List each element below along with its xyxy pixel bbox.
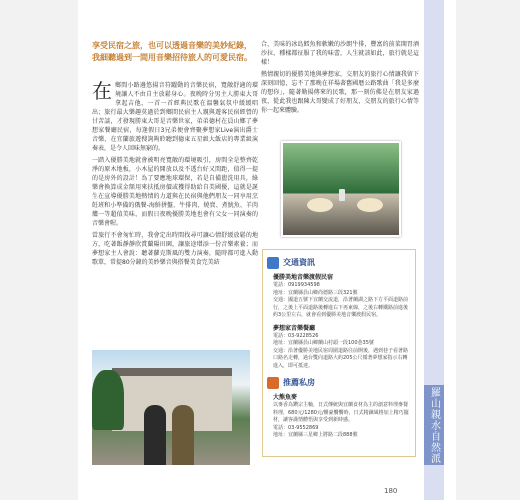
tree-shape <box>92 370 124 430</box>
person-left <box>144 405 166 465</box>
paragraph-3: 當旅行不會匆忙時，我會定出時間找尋可讓心情舒緩放鬆的地方，吃著飯靜靜欣賞蘭陽田園，讓旅途增添一份音樂素養；而夢想家主人會說：聽著蘿克斯風的雙力演奏，隨時都可進入動歌單，常提80分鐘的美妙樂音與搭餐美食完美結 <box>92 232 258 266</box>
transport-heading <box>267 256 415 269</box>
intro-lead: 享受民宿之旅，也可以透過音樂的美妙紀錄，我細聽過到一間用音樂招待旅人的可愛民宿。 <box>92 41 252 62</box>
owners-photo <box>92 350 250 465</box>
entry-food: 大熊魚麥 以麥香為鑽宗主軸，日式傳統與宜蘭食材為主的創意料理麥餐料理，680元/1280元/櫃豪饗饗時，日式精鍊風格加上精巧擺材，讓客滿情體悟與享受到新時感。 電話：03-9552869 地址：宜蘭縣三星鄉上將路二段888號 <box>273 394 409 438</box>
page-number: 180 <box>384 487 398 495</box>
plate-right <box>357 198 383 212</box>
left-column <box>92 81 258 270</box>
dining-photo <box>281 141 401 237</box>
side-tab-label: 羅山親水自然派 <box>424 385 444 465</box>
plate-left <box>307 198 333 212</box>
paragraph-4: 合，美味的冰島鱈魚和軟嫩的沙朗牛排，豐富的前菜開胃酒沙拉，種樣都征服了我的味蕾，人生就該如此，旅行就是這樣！ <box>261 41 419 66</box>
wine-glass <box>339 189 345 201</box>
food-title: 推薦私房 <box>283 377 315 387</box>
person-right <box>172 405 194 465</box>
paragraph-5: 熱情親切的優勝美地與夢想家，交朋友的旅行心情讓我留下深刻回憶，忘不了那晚在祥場著舊國曆公路歌曲「我是多麼的想你」，隨著勤揚傳來的民歌，那一刻仿佛是在朋友家過夜，從此我也跟陳大哥變成了好朋友，交朋友的旅行心情等你一起來體驗。 <box>261 71 419 114</box>
drop-cap: 在 <box>92 79 112 103</box>
transport-title: 交通資訊 <box>283 257 315 267</box>
bus-icon <box>267 257 279 269</box>
entry-minsu: 優勝美地音樂渡假民宿 電話：0919934598 地址：宜蘭縣員山鄉尚德路三段321號 交通：國道五號下宜蘭交流道，沿著蘭湖之路下方平面道路前行，之後上平面道路後轉進右下再東線，之後右轉鐵路前進後約3公里左右，就會看到優勝美地音樂渡假民宿。 <box>273 274 409 318</box>
paragraph-1: 鄉間小路邊悠揚音符躍動的音樂民宿，寬敞舒適的環境讓人不由自主放鬆身心。夜晚時分男主人勝東大哥拿起吉他，一首一首經典民歌在溫馨氣氛中緩緩唱出；旅行最大樂趣莫過於到鄉間民宿主人親與遊客民宿經營的甘苦談，才發現勝東大哥是音樂世家，弟弟德村在員山鄉了夢想家餐廳民宿，每逢假日3兄弟便會齊聚夢想家Live演出爵士音樂，在宜蘭旅遊搜詢夠聆聽到德東五星級大飯店的專業級演奏表，是令人回味無窮的。 <box>92 82 258 152</box>
food-heading <box>267 376 415 389</box>
right-column <box>261 40 419 118</box>
info-box <box>262 249 416 457</box>
entry-restaurant: 夢想家音樂餐廳 電話：03-9228526 地址：宜蘭縣員山鄉蘭山村頭一段100巷35號 交通：沿著優勝美地民宿周圍道路往前開後，遇到巷子看著路口路名走轉，過台雙向道路大約205公尺循著夢想家指示右轉進入，即可抵達。 <box>273 324 409 369</box>
paragraph-2: 一踏入優勝美地就會被明亮寬敞的環境吸引，房間全是整齊乾淨的原木地板，小木屋的開放以及不透台好又間距，值得一提的是房外的設計！為了要應地球環保，若是自備盥洗用具，綠樂會換算成金額用來扶抵房價或獲得助給自美國優，這就是誕生在宣導優勝美地熱情的力道與在民宿與他們朋友一同享用烹飪班和小準備的俄餐-海鮮拼盤、牛排肉、燒賣、煮魷魚、羊肉爐一等超值美味，而假日夜晚優勝美地也會有父女一同演奏的音樂會喔。 <box>92 157 258 227</box>
fork-knife-icon <box>267 377 279 389</box>
